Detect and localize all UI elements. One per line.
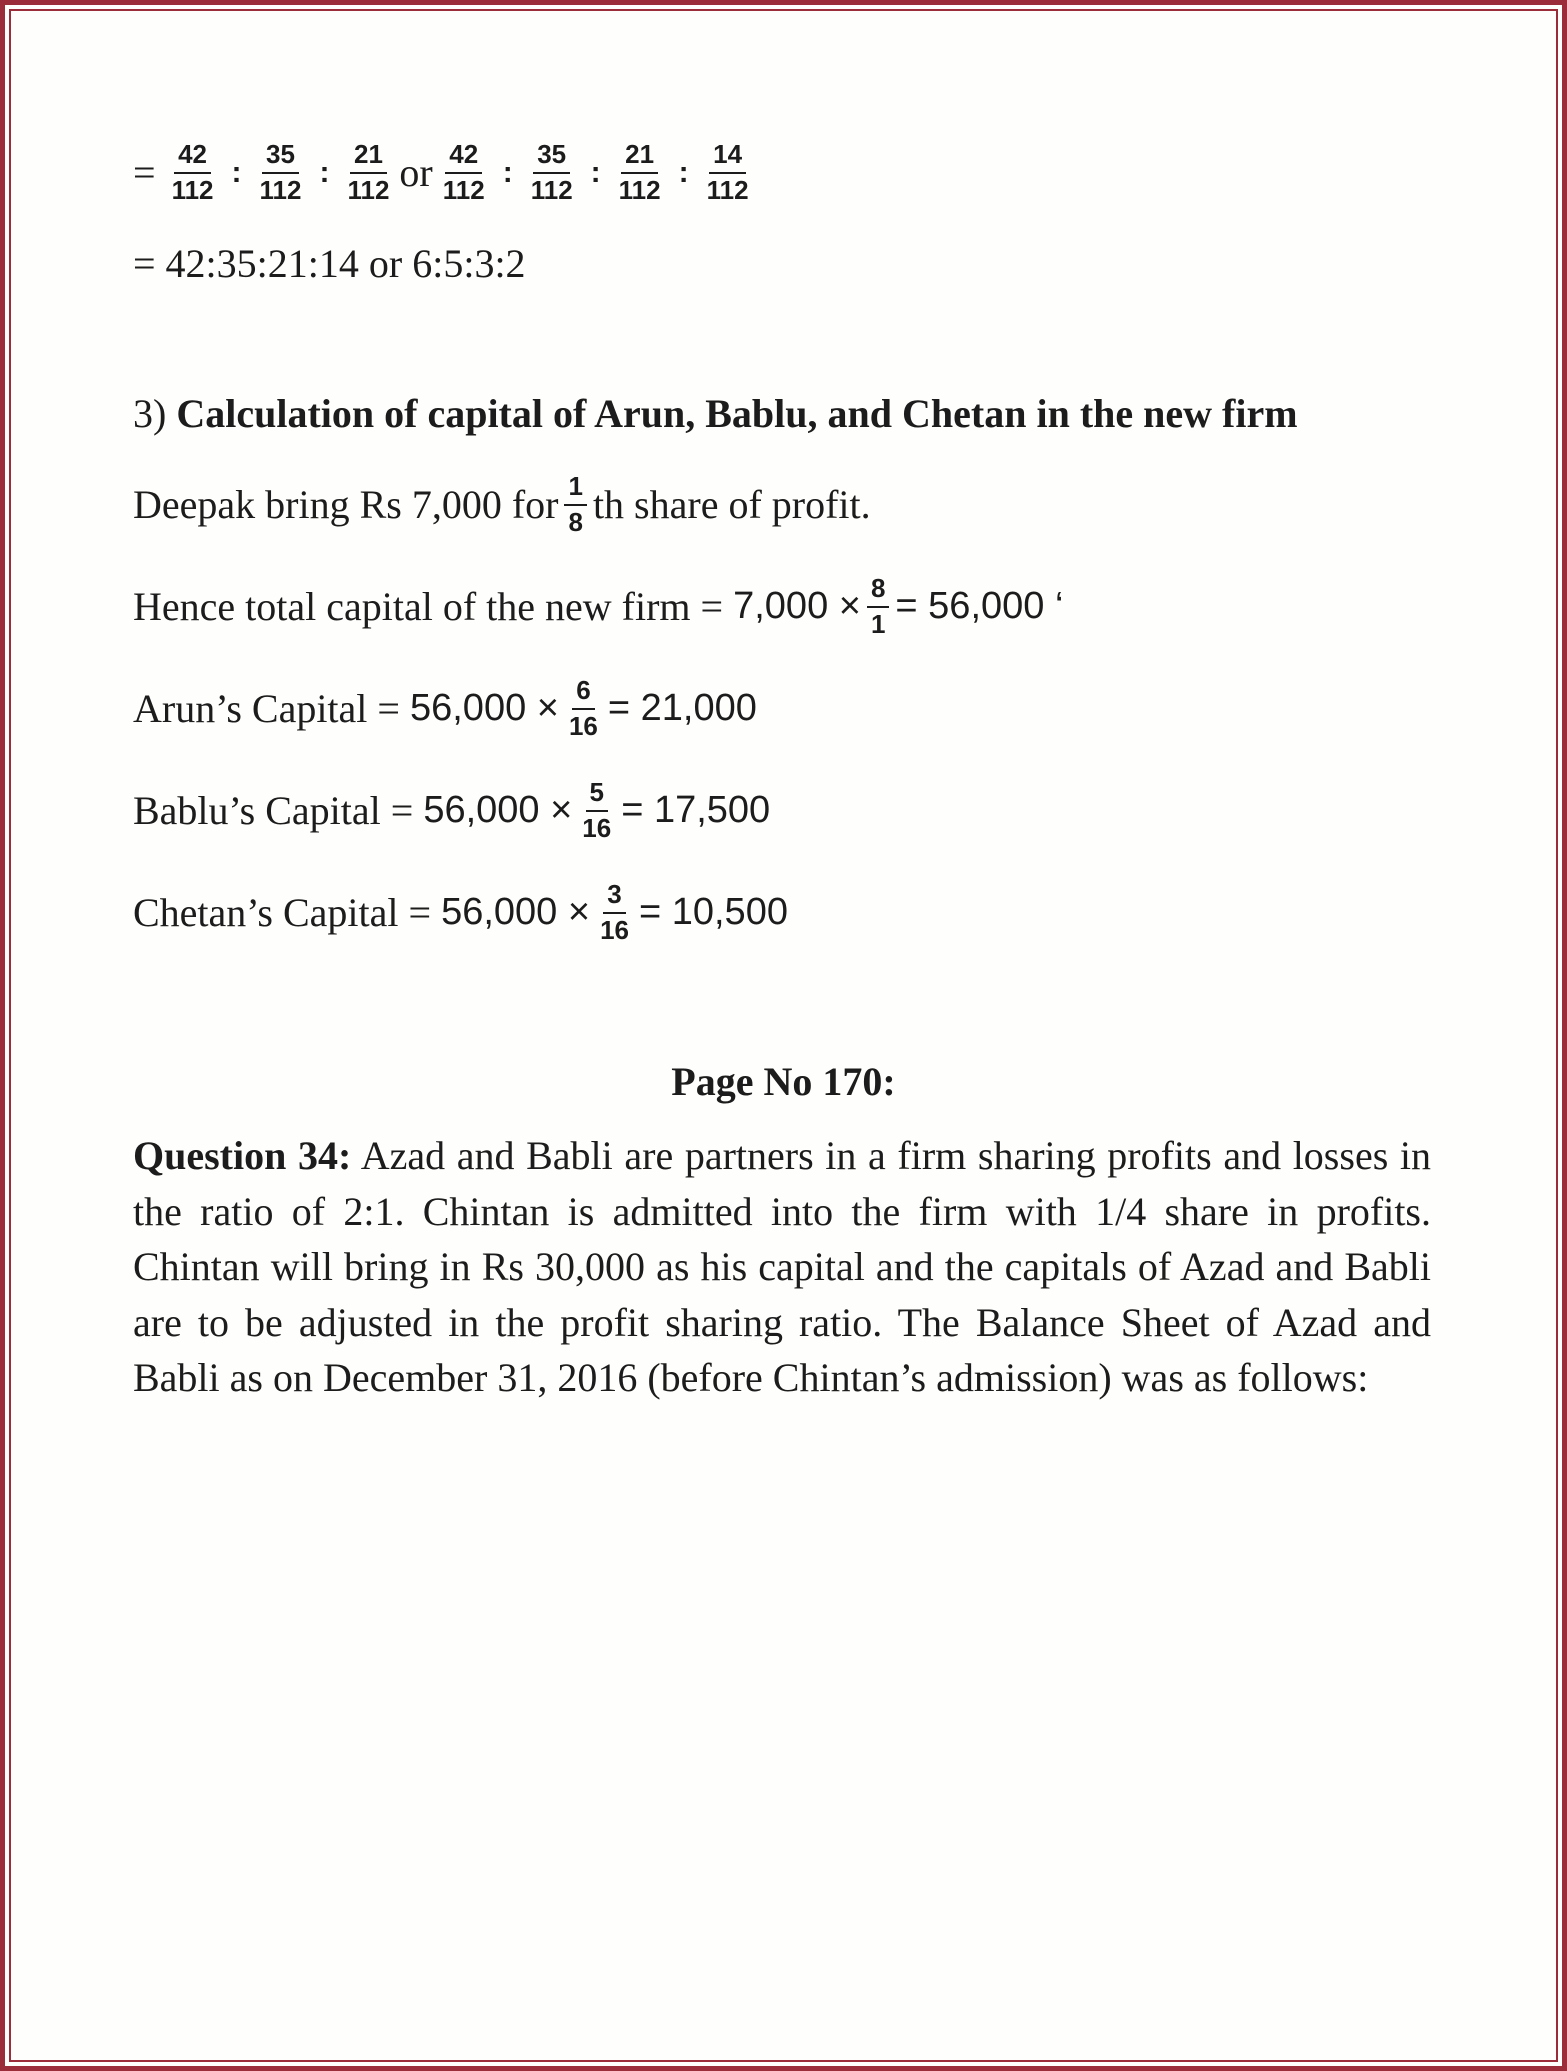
arun-capital-line [133,676,757,742]
numerator: 3 [603,880,625,914]
label: Arun’s Capital = [133,686,410,732]
result: = 21,000 [607,687,757,730]
denominator: 112 [442,174,485,205]
result: = 56,000 ‘ [895,585,1064,628]
label: Bablu’s Capital = [133,788,424,834]
denominator: 112 [347,174,390,205]
page-number-heading: Page No 170: [671,1059,896,1104]
text: th share of profit. [592,482,871,528]
fraction [703,140,753,206]
numerator: 35 [262,140,299,174]
question-34 [133,1128,1431,1406]
fraction [596,880,633,946]
text: Hence total capital of the new firm = [133,584,734,630]
denominator: 16 [600,914,629,945]
result: = 10,500 [638,891,788,934]
equals-sign: = [133,150,156,196]
math: 56,000 × [423,789,573,832]
fraction [168,140,218,206]
numerator: 35 [533,140,570,174]
result: = 17,500 [621,789,771,832]
chetan-capital-line [133,880,788,946]
ratio-fractions-line [133,140,759,206]
question-text: Azad and Babli are partners in a firm sharing profits and losses in the ratio of 2:1. Chintan is admitted into the firm with 1/4 share in profits. Chintan will bring in Rs 30,000 as his capital and the capitals of Azad and Babli are to be adjusted in the profit sharing ratio. The Balance Sheet of Azad and Babli as on December 31, 2016 (before Chintan’s admission) was as follows: [133,1133,1431,1400]
fraction [564,472,586,538]
ratio-separator: : [502,155,513,189]
or-text: or [399,150,433,196]
denominator: 112 [618,174,661,205]
question-label: Question 34: [133,1133,352,1178]
numerator: 42 [445,140,482,174]
fraction [565,676,602,742]
fraction [256,140,306,206]
bablu-capital-line [133,778,770,844]
deepak-line [133,472,871,538]
fraction [867,574,889,640]
math: 7,000 × [733,585,861,628]
total-capital-line [133,574,1063,640]
denominator: 1 [870,608,886,639]
ratio-separator: : [231,155,242,189]
numerator: 14 [709,140,746,174]
numerator: 5 [586,778,608,812]
ratio-separator: : [590,155,601,189]
denominator: 16 [582,812,612,843]
numerator: 1 [564,472,586,506]
denominator: 112 [259,174,302,205]
ratio-result: = 42:35:21:14 or 6:5:3:2 [133,241,526,286]
fraction [343,140,393,206]
section-title: Calculation of capital of Arun, Bablu, and Chetan in the new firm [176,391,1298,436]
math: 56,000 × [441,891,591,934]
denominator: 112 [171,174,214,205]
numerator: 6 [572,676,594,710]
page-inner-border [9,9,1558,2062]
fraction [615,140,665,206]
math: 56,000 × [409,687,559,730]
numerator: 21 [621,140,658,174]
numerator: 42 [174,140,211,174]
denominator: 16 [568,710,598,741]
text: Deepak bring Rs 7,000 for [133,482,559,528]
ratio-separator: : [678,155,689,189]
fraction [578,778,615,844]
numerator: 8 [867,574,889,608]
denominator: 8 [568,506,583,537]
denominator: 112 [706,174,749,205]
section-heading [133,390,1298,437]
fraction [527,140,577,206]
section-number: 3) [133,391,167,436]
numerator: 21 [350,140,387,174]
label: Chetan’s Capital = [133,890,442,936]
fraction [439,140,489,206]
ratio-separator: : [319,155,330,189]
denominator: 112 [530,174,573,205]
